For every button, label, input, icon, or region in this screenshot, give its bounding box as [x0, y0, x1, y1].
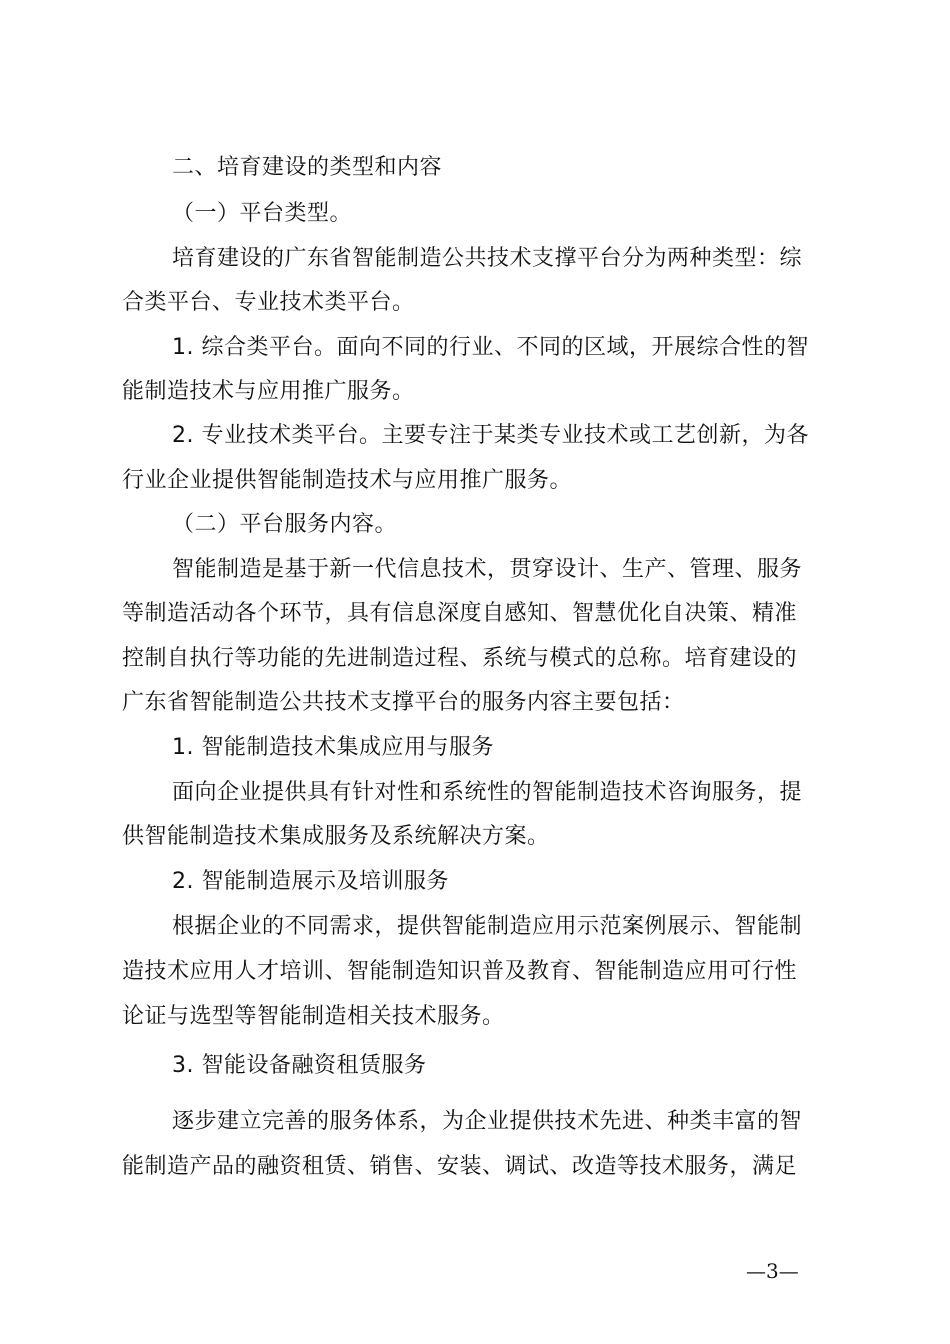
list-item-line: 1. 综合类平台。面向不同的行业、不同的区域，开展综合性的智 [172, 335, 809, 360]
list-item-heading: 2. 智能制造展示及培训服务 [172, 869, 449, 894]
paragraph-line: 论证与选型等智能制造相关技术服务。 [122, 1004, 505, 1029]
paragraph-line: 培育建设的广东省智能制造公共技术支撑平台分为两种类型：综 [172, 246, 803, 271]
list-item-line: 2. 专业技术类平台。主要专注于某类专业技术或工艺创新，为各 [172, 423, 809, 448]
paragraph-line: 能制造产品的融资租赁、销售、安装、调试、改造等技术服务，满足 [122, 1154, 798, 1179]
paragraph-line: 造技术应用人才培训、智能制造知识普及教育、智能制造应用可行性 [122, 959, 798, 984]
paragraph-line: 面向企业提供具有针对性和系统性的智能制造技术咨询服务，提 [172, 780, 803, 805]
list-item-heading: 3. 智能设备融资租赁服务 [172, 1053, 427, 1078]
paragraph-line: 逐步建立完善的服务体系，为企业提供技术先进、种类丰富的智 [172, 1109, 803, 1134]
section-heading: 二、培育建设的类型和内容 [172, 155, 443, 180]
paragraph-line: 等制造活动各个环节，具有信息深度自感知、智慧优化自决策、精准 [122, 601, 798, 626]
subsection-heading: （一）平台类型。 [172, 201, 353, 226]
list-item-heading: 1. 智能制造技术集成应用与服务 [172, 735, 494, 760]
paragraph-line: 智能制造是基于新一代信息技术，贯穿设计、生产、管理、服务 [172, 557, 803, 582]
subsection-heading: （二）平台服务内容。 [172, 512, 398, 537]
paragraph-line: 合类平台、专业技术类平台。 [122, 290, 415, 315]
paragraph-line: 广东省智能制造公共技术支撑平台的服务内容主要包括： [122, 690, 685, 715]
page-number: —3— [746, 1259, 799, 1283]
paragraph-line: 供智能制造技术集成服务及系统解决方案。 [122, 824, 550, 849]
list-item-line: 能制造技术与应用推广服务。 [122, 379, 415, 404]
paragraph-line: 根据企业的不同需求，提供智能制造应用示范案例展示、智能制 [172, 914, 803, 939]
list-item-line: 行业企业提供智能制造技术与应用推广服务。 [122, 468, 573, 493]
paragraph-line: 控制自执行等功能的先进制造过程、系统与模式的总称。培育建设的 [122, 646, 798, 671]
